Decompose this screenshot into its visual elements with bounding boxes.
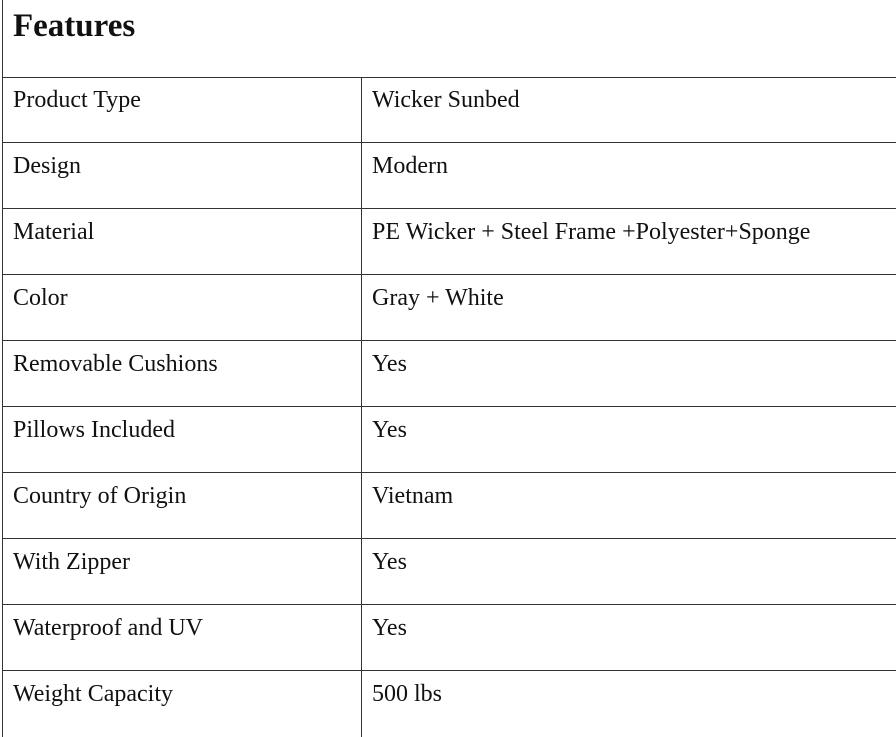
table-row: [3, 209, 896, 275]
table-row: [3, 539, 896, 605]
feature-label: Color: [3, 275, 362, 340]
feature-label: Weight Capacity: [3, 671, 362, 737]
table-row: [3, 605, 896, 671]
table-row: [3, 407, 896, 473]
feature-value: Vietnam: [372, 483, 454, 509]
feature-value: Gray + White: [372, 285, 504, 311]
feature-value: Wicker Sunbed: [372, 87, 520, 113]
feature-label: Product Type: [3, 77, 362, 142]
table-row: [3, 143, 896, 209]
page-title: Features: [13, 8, 136, 44]
table-row: [3, 77, 896, 143]
table-row: [3, 275, 896, 341]
features-table: [3, 77, 896, 737]
feature-label: Removable Cushions: [3, 341, 362, 406]
table-row: [3, 341, 896, 407]
feature-label: With Zipper: [3, 539, 362, 604]
feature-value: Yes: [372, 351, 407, 377]
feature-label: Material: [3, 209, 362, 274]
feature-label: Pillows Included: [3, 407, 362, 472]
feature-value: 500 lbs: [372, 681, 443, 707]
feature-label: Waterproof and UV: [3, 605, 362, 670]
table-row: [3, 671, 896, 737]
feature-label: Design: [3, 143, 362, 208]
feature-value: Modern: [372, 153, 448, 179]
feature-value: PE Wicker + Steel Frame +Polyester+Sponge: [372, 219, 811, 245]
features-header: [3, 0, 896, 78]
feature-value: Yes: [372, 417, 407, 443]
feature-value: Yes: [372, 549, 407, 575]
table-row: [3, 473, 896, 539]
features-table-frame: [2, 0, 896, 737]
feature-value: Yes: [372, 615, 407, 641]
feature-label: Country of Origin: [3, 473, 362, 538]
